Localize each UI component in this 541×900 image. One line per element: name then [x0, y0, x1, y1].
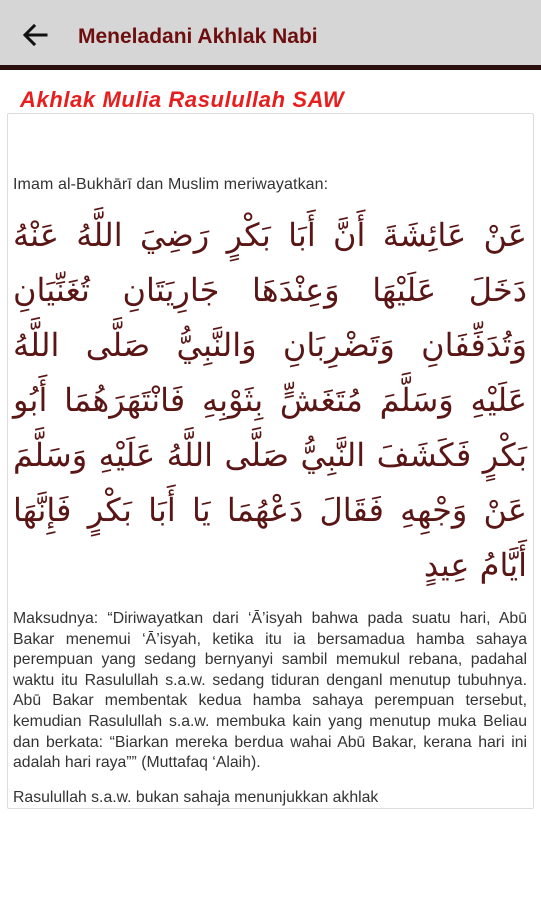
page-title: Meneladani Akhlak Nabi: [78, 25, 318, 48]
arrow-back-icon: [22, 24, 48, 46]
next-paragraph-text: Rasulullah s.a.w. bukan sahaja menunjukkan akhlak: [13, 788, 379, 806]
app-bar: [0, 0, 541, 70]
translation-text: Maksudnya: “Diriwayatkan dari ‘Ā’isyah bahwa pada suatu hari, Abū Bakar menemui ‘Ā’isyah, ketika itu ia bersamadua hamba sahaya perempuan yang sedang bernyanyi sambil memukul rebana, padahal waktu itu Rasulullah s.a.w. sedang tiduran denganl menutup tubuhnya. Abū Bakar membentak kedua hamba sahaya perempuan tersebut, kemudian Rasulullah s.a.w. membuka kain yang menutup muka Beliau dan berkata: “Biarkan mereka berdua wahai Abū Bakar, kerana hari ini adalah hari raya”” (Muttafaq ‘Alaih).: [13, 610, 527, 772]
intro-text: Imam al-Bukhārī dan Muslim meriwayatkan:: [13, 176, 329, 193]
article-scroll-area[interactable]: [0, 75, 541, 900]
article-card: [7, 87, 534, 809]
back-button[interactable]: [18, 20, 52, 50]
arabic-hadith-text: عَنْ عَائِشَةَ أَنَّ أَبَا بَكْرٍ رَضِيَ اللَّهُ عَنْهُ دَخَلَ عَلَيْهَا وَعِنْدَهَا جَارِيَتَانِ تُغَنِّيَانِ وَتُدَفِّفَانِ وَتَضْرِبَانِ وَالنَّبِيُّ صَلَّى اللَّهُ عَلَيْهِ وَسَلَّمَ مُتَغَشٍّ بِثَوْبِهِ فَانْتَهَرَهُمَا أَبُو بَكْرٍ فَكَشَفَ النَّبِيُّ صَلَّى اللَّهُ عَلَيْهِ وَسَلَّمَ عَنْ وَجْهِهِ فَقَالَ دَعْهُمَا يَا أَبَا بَكْرٍ فَإِنَّهَا أَيَّامُ عِيدٍ: [13, 216, 527, 584]
article-heading: Akhlak Mulia Rasulullah SAW: [20, 87, 345, 112]
